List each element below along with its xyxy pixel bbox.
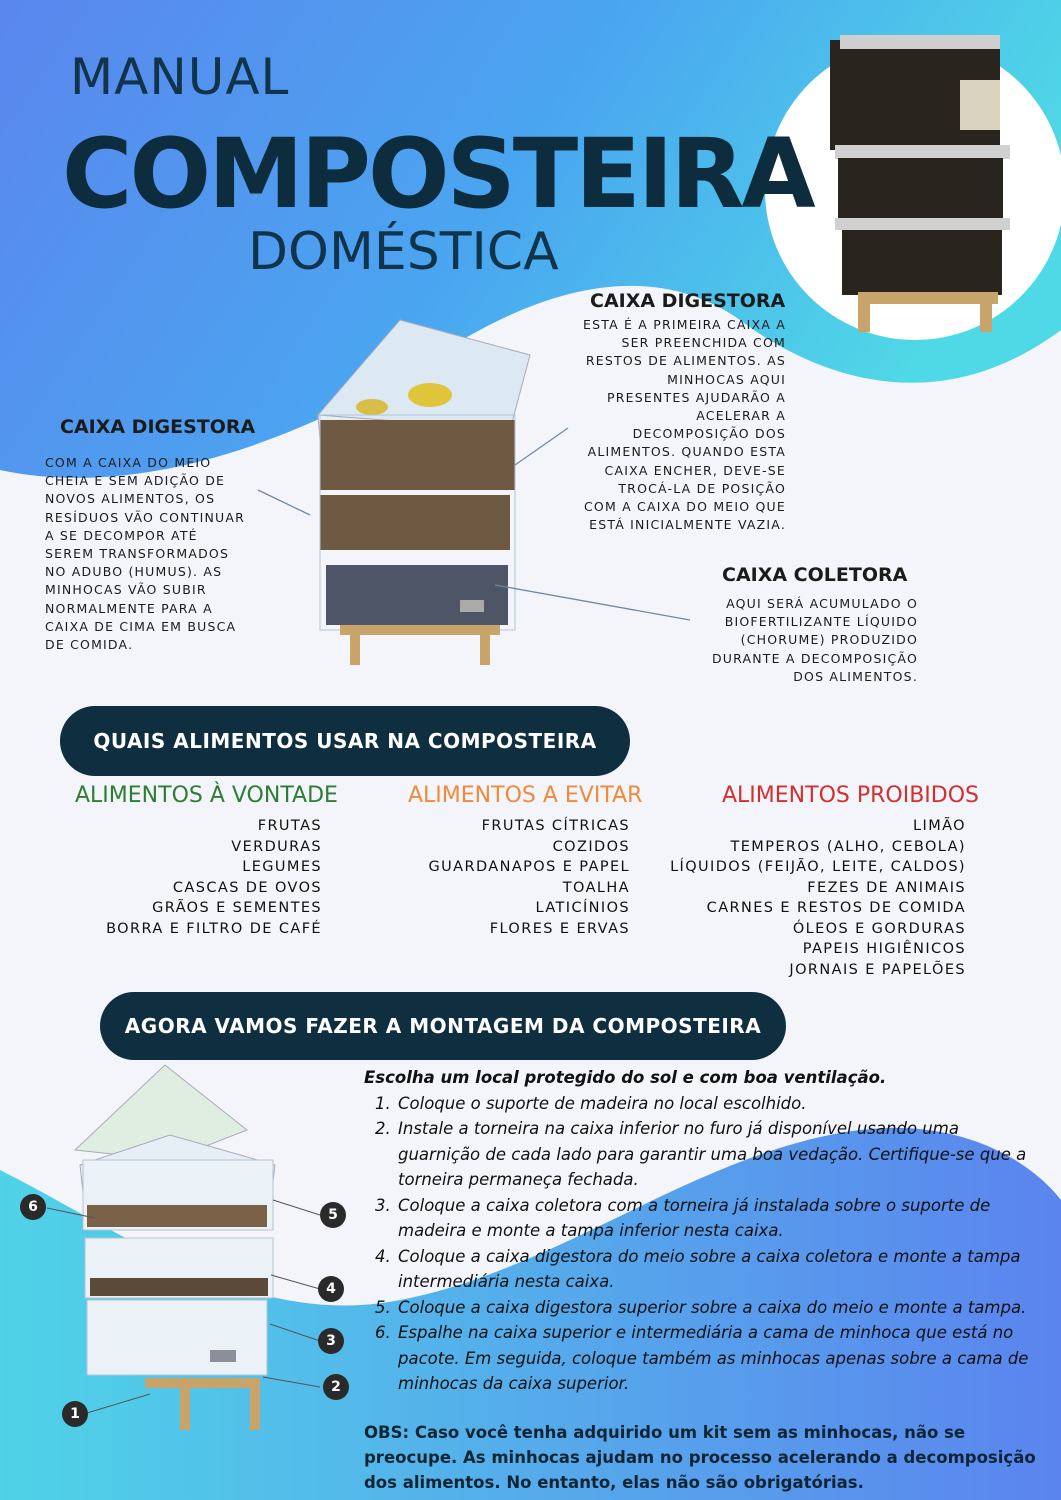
list-item: TEMPEROS (ALHO, CEBOLA) — [730, 838, 966, 855]
list-item: ÓLEOS E GORDURAS — [792, 920, 966, 937]
list-item: 4. Coloque a caixa digestora do meio sobre a caixa coletora e monte a tampa intermediária nesta caixa. — [396, 1244, 1040, 1295]
list-item: LÍQUIDOS (FEIJÃO, LEITE, CALDOS) — [670, 859, 966, 875]
collector-box-text: AQUI SERÁ ACUMULADO O BIOFERTILIZANTE LÍQUIDO (CHORUME) PRODUZIDO DURANTE A DECOMPOSIÇÃO DOS ALIMENTOS. — [711, 596, 918, 684]
allowed-list — [70, 816, 322, 939]
list-item: CARNES E RESTOS DE COMIDA — [706, 900, 966, 916]
list-item: CASCAS DE OVOS — [172, 879, 322, 896]
list-item: FEZES DE ANIMAIS — [807, 879, 966, 896]
list-item: LATICÍNIOS — [535, 900, 630, 916]
middle-box-text: COM A CAIXA DO MEIO CHEIA E SEM ADIÇÃO DE NOVOS ALIMENTOS, OS RESÍDUOS VÃO CONTINUAR A SE DECOMPOR ATÉ SEREM TRANSFORMADOS NO ADUBO (HUMUS). AS MINHOCAS VÃO SUBIR NORMALMENTE PARA A CAIXA DE CIMA EM BUSCA DE COMIDA. — [45, 455, 245, 653]
assembly-steps — [364, 1065, 1040, 1397]
list-item: 3. Coloque a caixa coletora com a torneira já instalada sobre o suporte de madeira e monte a tampa inferior nesta caixa. — [396, 1193, 1040, 1244]
steps-list — [364, 1091, 1040, 1397]
avoid-title: ALIMENTOS A EVITAR — [408, 783, 643, 808]
list-item: GUARDANAPOS E PAPEL — [428, 859, 630, 875]
forbidden-title: ALIMENTOS PROIBIDOS — [722, 783, 980, 808]
list-item: 1. Coloque o suporte de madeira no local escolhido. — [396, 1091, 1040, 1117]
list-item: TOALHA — [562, 879, 630, 896]
list-item: BORRA E FILTRO DE CAFÉ — [106, 920, 322, 937]
avoid-list — [380, 816, 630, 939]
assembly-diagram — [15, 1060, 360, 1445]
composter-photo-image — [820, 30, 1020, 340]
badge-4: 4 — [318, 1276, 344, 1302]
title-manual: MANUAL — [70, 48, 290, 106]
list-item: LEGUMES — [242, 859, 322, 875]
list-item: COZIDOS — [552, 838, 630, 855]
foods-heading: QUAIS ALIMENTOS USAR NA COMPOSTEIRA — [60, 706, 630, 776]
top-box-title: CAIXA DIGESTORA — [590, 290, 786, 312]
list-item: GRÃOS E SEMENTES — [152, 900, 322, 916]
title-domestica: DOMÉSTICA — [248, 222, 559, 282]
badge-5: 5 — [320, 1202, 346, 1228]
list-item: 2. Instale a torneira na caixa inferior no furo já disponível usando uma guarnição de cada lado para garantir uma boa vedação. Certifique-se que a torneira permaneça fechada. — [396, 1116, 1040, 1193]
allowed-title: ALIMENTOS À VONTADE — [75, 783, 338, 808]
list-item: FRUTAS — [257, 818, 322, 834]
obs-note: OBS: Caso você tenha adquirido um kit sem as minhocas, não se preocupe. As minhocas ajudam no processo acelerando a decomposição dos alimentos. No entanto, elas não são obrigatórias. — [364, 1423, 1036, 1492]
title-composteira: COMPOSTEIRA — [62, 118, 813, 230]
assembly-heading: AGORA VAMOS FAZER A MONTAGEM DA COMPOSTEIRA — [100, 992, 786, 1060]
list-item: JORNAIS E PAPELÕES — [789, 961, 966, 978]
badge-3: 3 — [318, 1328, 344, 1354]
badge-1: 1 — [62, 1401, 88, 1427]
middle-box-title: CAIXA DIGESTORA — [60, 416, 256, 438]
list-item: 6. Espalhe na caixa superior e intermediária a cama de minhoca que está no pacote. Em seguida, coloque também as minhocas apenas sobre a cama de minhocas da caixa superior. — [396, 1320, 1040, 1397]
badge-6: 6 — [20, 1194, 46, 1220]
badge-2: 2 — [323, 1374, 349, 1400]
list-item: 5. Coloque a caixa digestora superior sobre a caixa do meio e monte a tampa. — [396, 1295, 1040, 1321]
assembly-intro: Escolha um local protegido do sol e com boa ventilação. — [364, 1068, 887, 1087]
list-item: FRUTAS CÍTRICAS — [481, 818, 630, 834]
list-item: PAPEIS HIGIÊNICOS — [802, 941, 966, 957]
collector-box-title: CAIXA COLETORA — [722, 564, 908, 586]
list-item: VERDURAS — [231, 838, 322, 855]
list-item: FLORES E ERVAS — [489, 920, 630, 937]
top-box-text: ESTA É A PRIMEIRA CAIXA A SER PREENCHIDA COM RESTOS DE ALIMENTOS. AS MINHOCAS AQUI PRESENTES AJUDARÃO A ACELERAR A DECOMPOSIÇÃO DOS ALIMENTOS. QUANDO ESTA CAIXA ENCHER, DEVE-SE TROCÁ-LA DE POSIÇÃO COM A CAIXA DO MEIO QUE ESTÁ INICIALMENTE VAZIA. — [582, 317, 786, 533]
list-item: LIMÃO — [913, 818, 966, 834]
forbidden-list — [660, 816, 966, 980]
